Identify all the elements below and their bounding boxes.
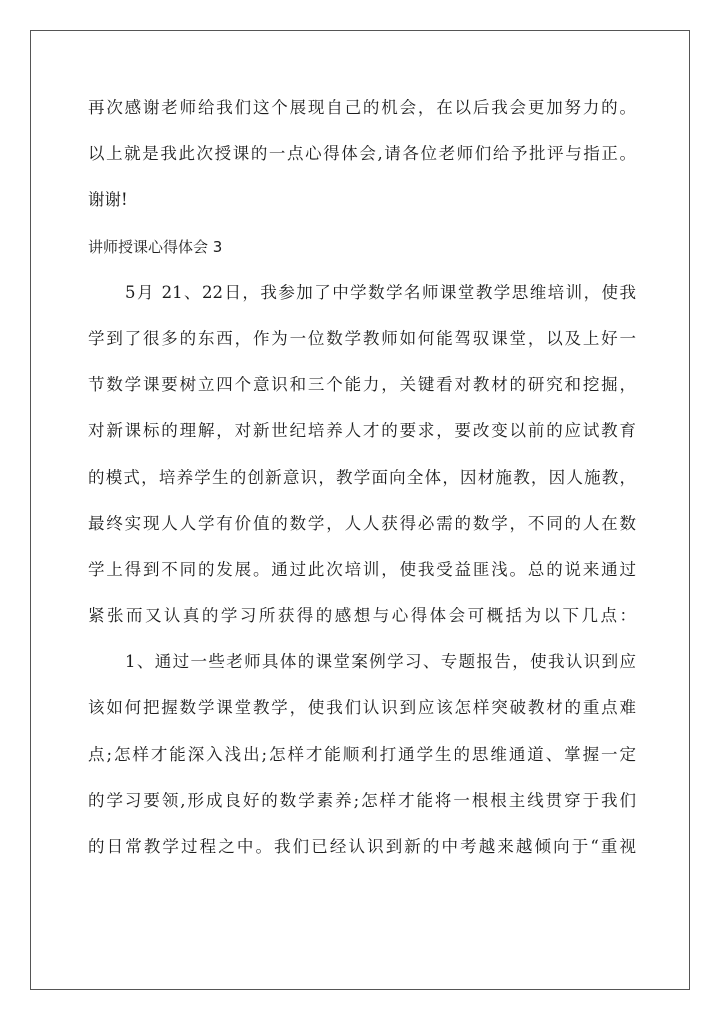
text-line: 谢谢! (88, 190, 128, 210)
document-body (88, 92, 636, 877)
text-line: 学上得到不同的发展。通过此次培训，使我受益匪浅。总的说来通过 (88, 559, 636, 579)
text-line: 学到了很多的东西，作为一位数学教师如何能驾驭课堂，以及上好一 (88, 328, 636, 348)
text-line: 再次感谢老师给我们这个展现自己的机会，在以后我会更加努力的。 (88, 98, 636, 117)
paragraph-start-line: 1、通过一些老师具体的课堂案例学习、专题报告，使我认识到应 (125, 652, 636, 672)
text-line: 的日常教学过程之中。我们已经认识到新的中考越来越倾向于“重视 (88, 837, 636, 856)
text-line: 以上就是我此次授课的一点心得体会,请各位老师们给予批评与指正。 (88, 144, 636, 164)
text-line: 节数学课要树立四个意识和三个能力，关键看对教材的研究和挖掘， (88, 375, 636, 395)
text-line: 点;怎样才能深入浅出;怎样才能顺利打通学生的思维通道、掌握一定 (88, 744, 636, 764)
text-line: 的学习要领,形成良好的数学素养;怎样才能将一根根主线贯穿于我们 (88, 790, 636, 810)
text-line: 最终实现人人学有价值的数学，人人获得必需的数学，不同的人在数 (88, 513, 636, 533)
text-line: 的模式，培养学生的创新意识，教学面向全体，因材施教，因人施教， (88, 467, 636, 487)
paragraph-start-line: 5月 21、22日，我参加了中学数学名师课堂教学思维培训，使我 (125, 282, 636, 302)
text-line: 该如何把握数学课堂教学，使我们认识到应该怎样突破教材的重点难 (88, 698, 636, 718)
text-line: 紧张而又认真的学习所获得的感想与心得体会可概括为以下几点： (88, 606, 636, 626)
text-line: 对新课标的理解，对新世纪培养人才的要求，要改变以前的应试教育 (88, 421, 636, 441)
section-heading: 讲师授课心得体会 3 (88, 237, 223, 256)
